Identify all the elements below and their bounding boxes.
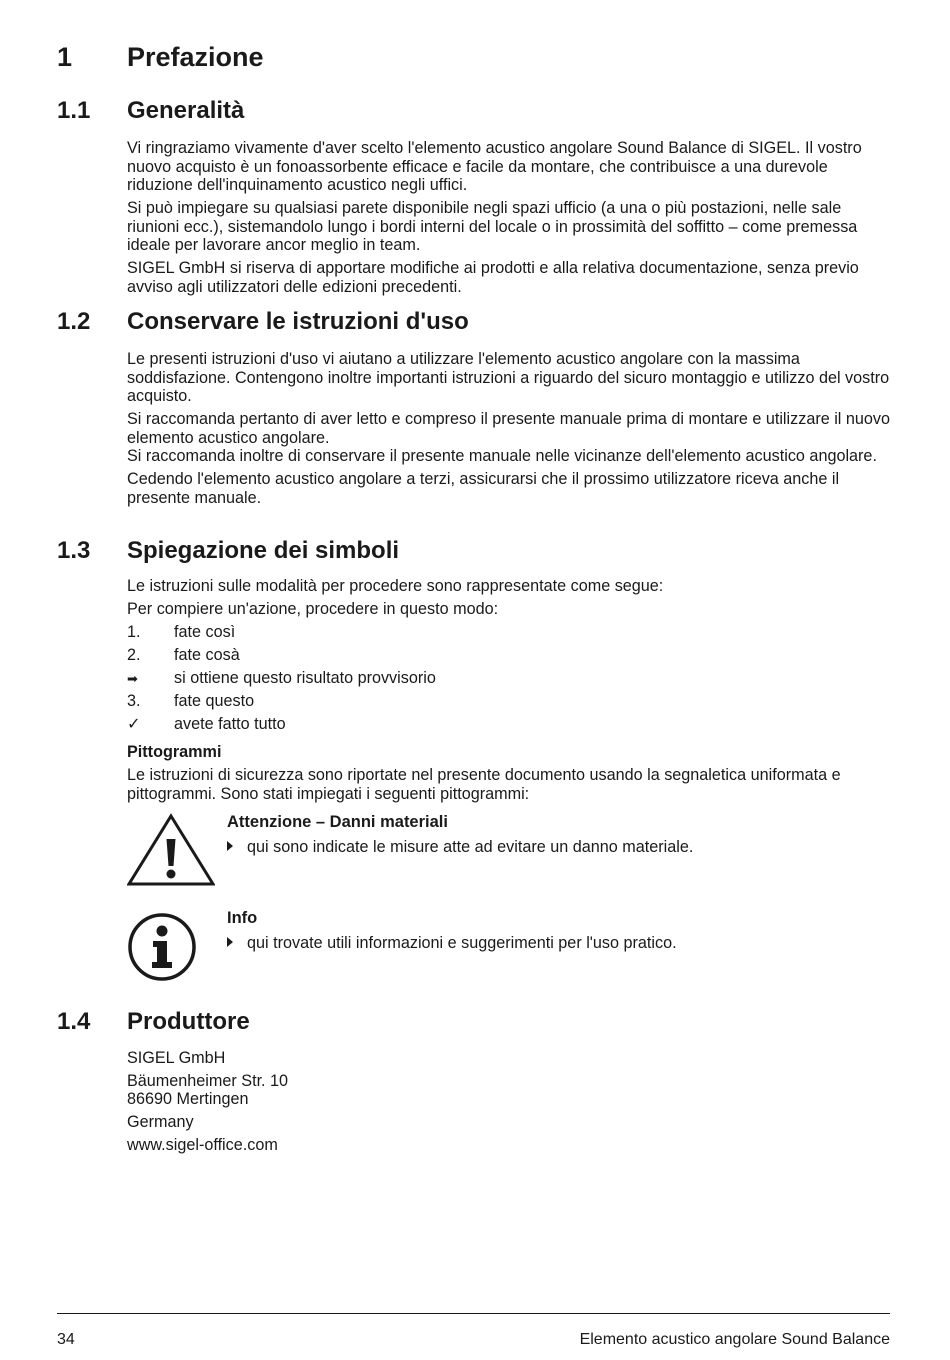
info-text-row xyxy=(227,934,677,953)
warning-triangle-icon xyxy=(127,813,215,887)
paragraph: Le istruzioni di sicurezza sono riportate nel presente documento usando la segnaletica uniformata e pittogrammi. Sono stati impiegati i seguenti pittogrammi: xyxy=(127,766,841,803)
warning-text: qui sono indicate le misure atte ad evitare un danno materiale. xyxy=(247,838,694,856)
section-title: Conservare le istruzioni d'uso xyxy=(127,308,469,335)
section-body-conservare xyxy=(127,350,897,512)
section-heading-generalita xyxy=(57,97,244,125)
section-body-generalita xyxy=(127,139,897,301)
section-heading-simboli xyxy=(57,537,399,565)
step-marker: 2. xyxy=(127,646,141,664)
warning-title: Attenzione – Danni materiali xyxy=(227,813,448,831)
info-circle-icon xyxy=(127,912,199,984)
step-marker: 1. xyxy=(127,623,141,641)
page-number: 34 xyxy=(57,1331,75,1348)
info-text: qui trovate utili informazioni e suggerimenti per l'uso pratico. xyxy=(247,934,677,952)
section-number: 1.1 xyxy=(57,97,91,124)
section-heading-conservare xyxy=(57,308,469,336)
bullet-triangle-icon xyxy=(227,937,233,947)
step-text: fate così xyxy=(174,623,236,641)
chapter-title: Prefazione xyxy=(127,42,264,72)
step-item xyxy=(127,646,240,665)
company-website: www.sigel-office.com xyxy=(127,1136,278,1154)
company-street: Bäumenheimer Str. 10 xyxy=(127,1072,289,1090)
chapter-heading xyxy=(57,42,264,73)
section-number: 1.4 xyxy=(57,1008,91,1035)
company-country: Germany xyxy=(127,1113,194,1131)
footer-divider xyxy=(57,1313,890,1314)
section-title: Generalità xyxy=(127,97,245,124)
step-text: avete fatto tutto xyxy=(174,715,286,733)
bullet-triangle-icon xyxy=(227,841,233,851)
step-item xyxy=(127,692,254,711)
info-title: Info xyxy=(227,909,258,927)
paragraph: Vi ringraziamo vivamente d'aver scelto l'elemento acustico angolare Sound Balance di SIGEL. Il vostro nuovo acquisto è un fonoassorbente efficace e facile da montare, che contribuisce a una durevole riduzione dell'inquinamento acustico negli uffici. xyxy=(127,139,862,194)
arrow-right-icon: ➡ xyxy=(127,671,138,686)
footer-title: Elemento acustico angolare Sound Balance xyxy=(579,1331,890,1348)
paragraph: Si può impiegare su qualsiasi parete disponibile negli spazi ufficio (a una o più postazioni, nelle sale riunioni ecc.), sistemandolo lungo i bordi interni del locale o in prossimità del soffitto – come premessa ideale per lavorare ancor meglio in team. xyxy=(127,199,858,254)
company-city: 86690 Mertingen xyxy=(127,1090,249,1108)
checkmark-icon: ✓ xyxy=(127,715,141,733)
step-text: fate questo xyxy=(174,692,255,710)
chapter-number: 1 xyxy=(57,42,73,72)
paragraph: SIGEL GmbH si riserva di apportare modifiche ai prodotti e alla relativa documentazione, senza previo avviso agli utilizzatori delle edizioni precedenti. xyxy=(127,259,859,296)
section-heading-produttore xyxy=(57,1008,250,1036)
section-number: 1.3 xyxy=(57,537,91,564)
section-title: Produttore xyxy=(127,1008,250,1035)
step-item xyxy=(127,623,235,642)
symbols-intro: Le istruzioni sulle modalità per procedere sono rappresentate come segue: xyxy=(127,577,664,595)
paragraph: Cedendo l'elemento acustico angolare a terzi, assicurarsi che il prossimo utilizzatore riceva anche il presente manuale. xyxy=(127,470,840,507)
step-text: fate cosà xyxy=(174,646,240,664)
warning-text-row xyxy=(227,838,693,857)
section-title: Spiegazione dei simboli xyxy=(127,537,400,564)
paragraph: Le presenti istruzioni d'uso vi aiutano a utilizzare l'elemento acustico angolare con la massima soddisfazione. Contengono inoltre importanti istruzioni a riguardo del sicuro montaggio e utilizzo del vostro acquisto. xyxy=(127,350,890,405)
step-item xyxy=(127,715,286,734)
step-item xyxy=(127,669,436,689)
pictograms-intro xyxy=(127,766,897,808)
action-intro: Per compiere un'azione, procedere in questo modo: xyxy=(127,600,499,618)
company-name: SIGEL GmbH xyxy=(127,1049,226,1067)
step-text: si ottiene questo risultato provvisorio xyxy=(174,669,436,687)
paragraph: Si raccomanda inoltre di conservare il presente manuale nelle vicinanze dell'elemento acustico angolare. xyxy=(127,447,877,465)
pictograms-heading: Pittogrammi xyxy=(127,743,222,761)
paragraph: Si raccomanda pertanto di aver letto e compreso il presente manuale prima di montare e utilizzare il nuovo elemento acustico angolare. xyxy=(127,410,891,447)
step-marker: 3. xyxy=(127,692,141,710)
section-number: 1.2 xyxy=(57,308,91,335)
